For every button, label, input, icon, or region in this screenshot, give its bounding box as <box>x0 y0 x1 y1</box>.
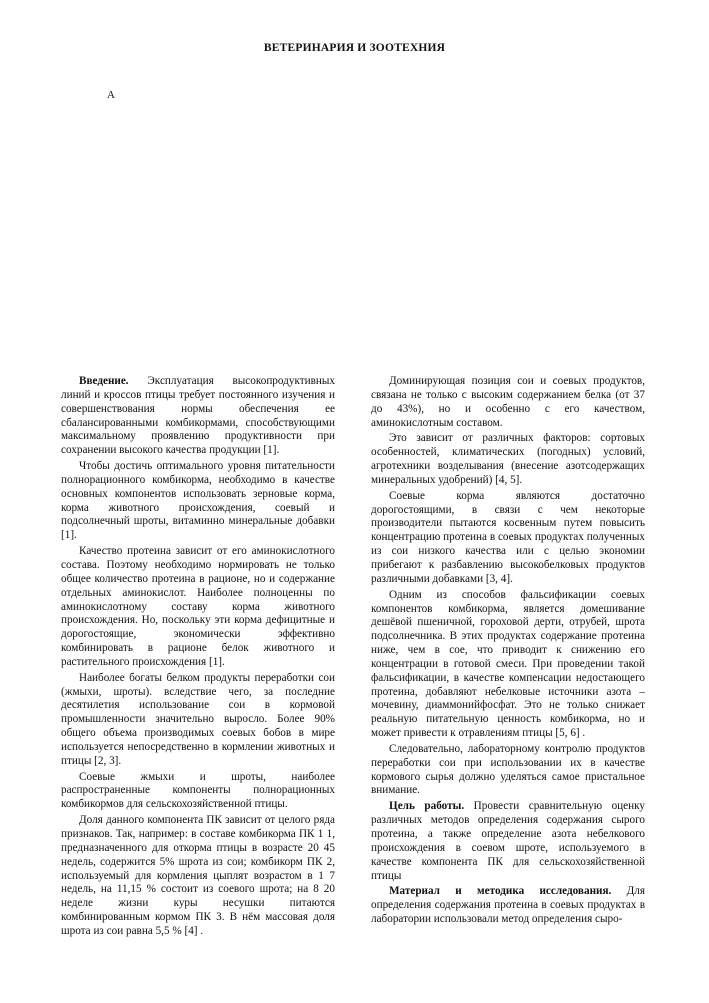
paragraph <box>371 490 645 587</box>
paragraph-lead: Материал и методика исследования. <box>389 885 612 898</box>
paragraph <box>371 800 645 883</box>
paragraph <box>61 375 335 458</box>
paragraph-text: Соевые жмыхи и шроты, наиболее распространенные компоненты полнорационных комбикормов для сельскохозяйственной птицы. <box>61 770 335 811</box>
paragraph <box>61 814 335 939</box>
paragraph-text: Наиболее богаты белком продукты переработки сои (жмыхи, шроты). вследствие чего, за последние десятилетия использование сои в кормовой промышленности значительно выросло. Более 90% общего объема производимых соевых бобов в мире используется непосредственно в кормлении животных и птицы [2, 3]. <box>61 671 335 767</box>
paragraph-text: Для определения содержания протеина в соевых продуктах в лаборатории использовали метод определения сыро- <box>371 885 645 926</box>
paragraph <box>61 545 335 670</box>
paragraph <box>61 771 335 813</box>
paragraph-text: Это зависит от различных факторов: сортовых особенностей, климатических (погодных) условий, агротехники возделывания (внесение азотсодержащих минеральных удобрений) [4, 5]. <box>371 432 645 486</box>
paragraph <box>371 432 645 487</box>
paragraph-text: Эксплуатация высокопродуктивных линий и кроссов птицы требует постоянного изучения и совершенствования нормы обеспечения ее сбалансированными комбикормами, способствующими максимальному проявлению продуктивности при сохранении высокого качества продукции [1]. <box>61 375 335 457</box>
journal-section-header: ВЕТЕРИНАРИЯ И ЗООТЕХНИЯ <box>263 42 446 54</box>
paragraph <box>61 460 335 543</box>
paragraph-text: Следовательно, лабораторному контролю продуктов переработки сои при использовании их в качестве кормового сырья должно уделяться самое пристальное внимание. <box>371 742 645 797</box>
paragraph-text: Доля данного компонента ПК зависит от целого ряда признаков. Так, например: в составе комбикорма ПК 1 1, предназначенного для откорма птицы в возрасте 20 45 недель, содержится 5% шрота из сои; комбикорм ПК 2, используемый для кормления цыплят возрастом в 1 7 недель, на 11,15 % состоит из соевого шрота; на 8 20 неделе жизни куры несушки питаются комбинированным кормом ПК 3. В нём массовая доля шрота из сои равна 5,5 % [4] . <box>61 814 335 937</box>
paragraph <box>371 885 645 927</box>
paragraph <box>371 375 645 430</box>
right-column <box>371 375 645 927</box>
left-column <box>61 375 335 939</box>
paragraph-text: Провести сравнительную оценку различных методов определения содержания сырого протеина, а также определение азота небелкового происхождения в соевом шроте, используемого в качестве компонента ПК для сельскохозяйственной птицы <box>371 800 645 882</box>
paragraph-lead: Цель работы. <box>389 800 465 813</box>
stray-letter: А <box>107 89 115 101</box>
paragraph-text: Качество протеина зависит от его аминокислотного состава. Поэтому необходимо нормировать не только общее количество протеина в рационе, но и содержание отдельных аминокислот. Наиболее полноценны по аминокислотному составу корма животного происхождения. Но, поскольку эти корма дефицитные и дорогостоящие, экономически эффективно комбинировать в рационе белок животного и растительного происхождения [1]. <box>61 545 335 668</box>
paragraph <box>61 672 335 769</box>
paragraph-lead: Введение. <box>79 375 129 387</box>
paragraph-text: Одним из способов фальсификации соевых компонентов комбикорма, является домешивание дешёвой пшеничной, гороховой дерти, отрубей, шрота подсолнечника. В этих продуктах содержание протеина ниже, чем в сое, что приводит к снижению его концентрации в готовой смеси. При проведении такой фальсификации, в качестве компенсации недостающего протеина, добавляют небелковые источники азота – мочевину, диаммонийфосфат. Это не только снижает реальную питательную ценность комбикорма, но и может привести к отравлениям птицы [5, 6] . <box>371 588 645 740</box>
paragraph <box>371 589 645 741</box>
paragraph-text: Соевые корма являются достаточно дорогостоящими, в связи с чем некоторые производители пытаются косвенным путем повысить концентрацию протеина в соевых продуктах полученных из сои низкого качества или с целью экономии прибегают к разбавлению высокобелковых продуктов различными добавками [3, 4]. <box>371 489 645 585</box>
paragraph-text: Чтобы достичь оптимального уровня питательности полнорационного комбикорма, необходимо в качестве основных компонентов использовать зерновые корма, корма животного происхождения, соевый и подсолнечный шроты, витаминно минеральные добавки [1]. <box>61 460 335 542</box>
paragraph-text: Доминирующая позиция сои и соевых продуктов, связана не только с высоким содержанием белка (от 37 до 43%), но и особенно с его качеством, аминокислотным составом. <box>371 375 645 429</box>
paragraph <box>371 743 645 798</box>
